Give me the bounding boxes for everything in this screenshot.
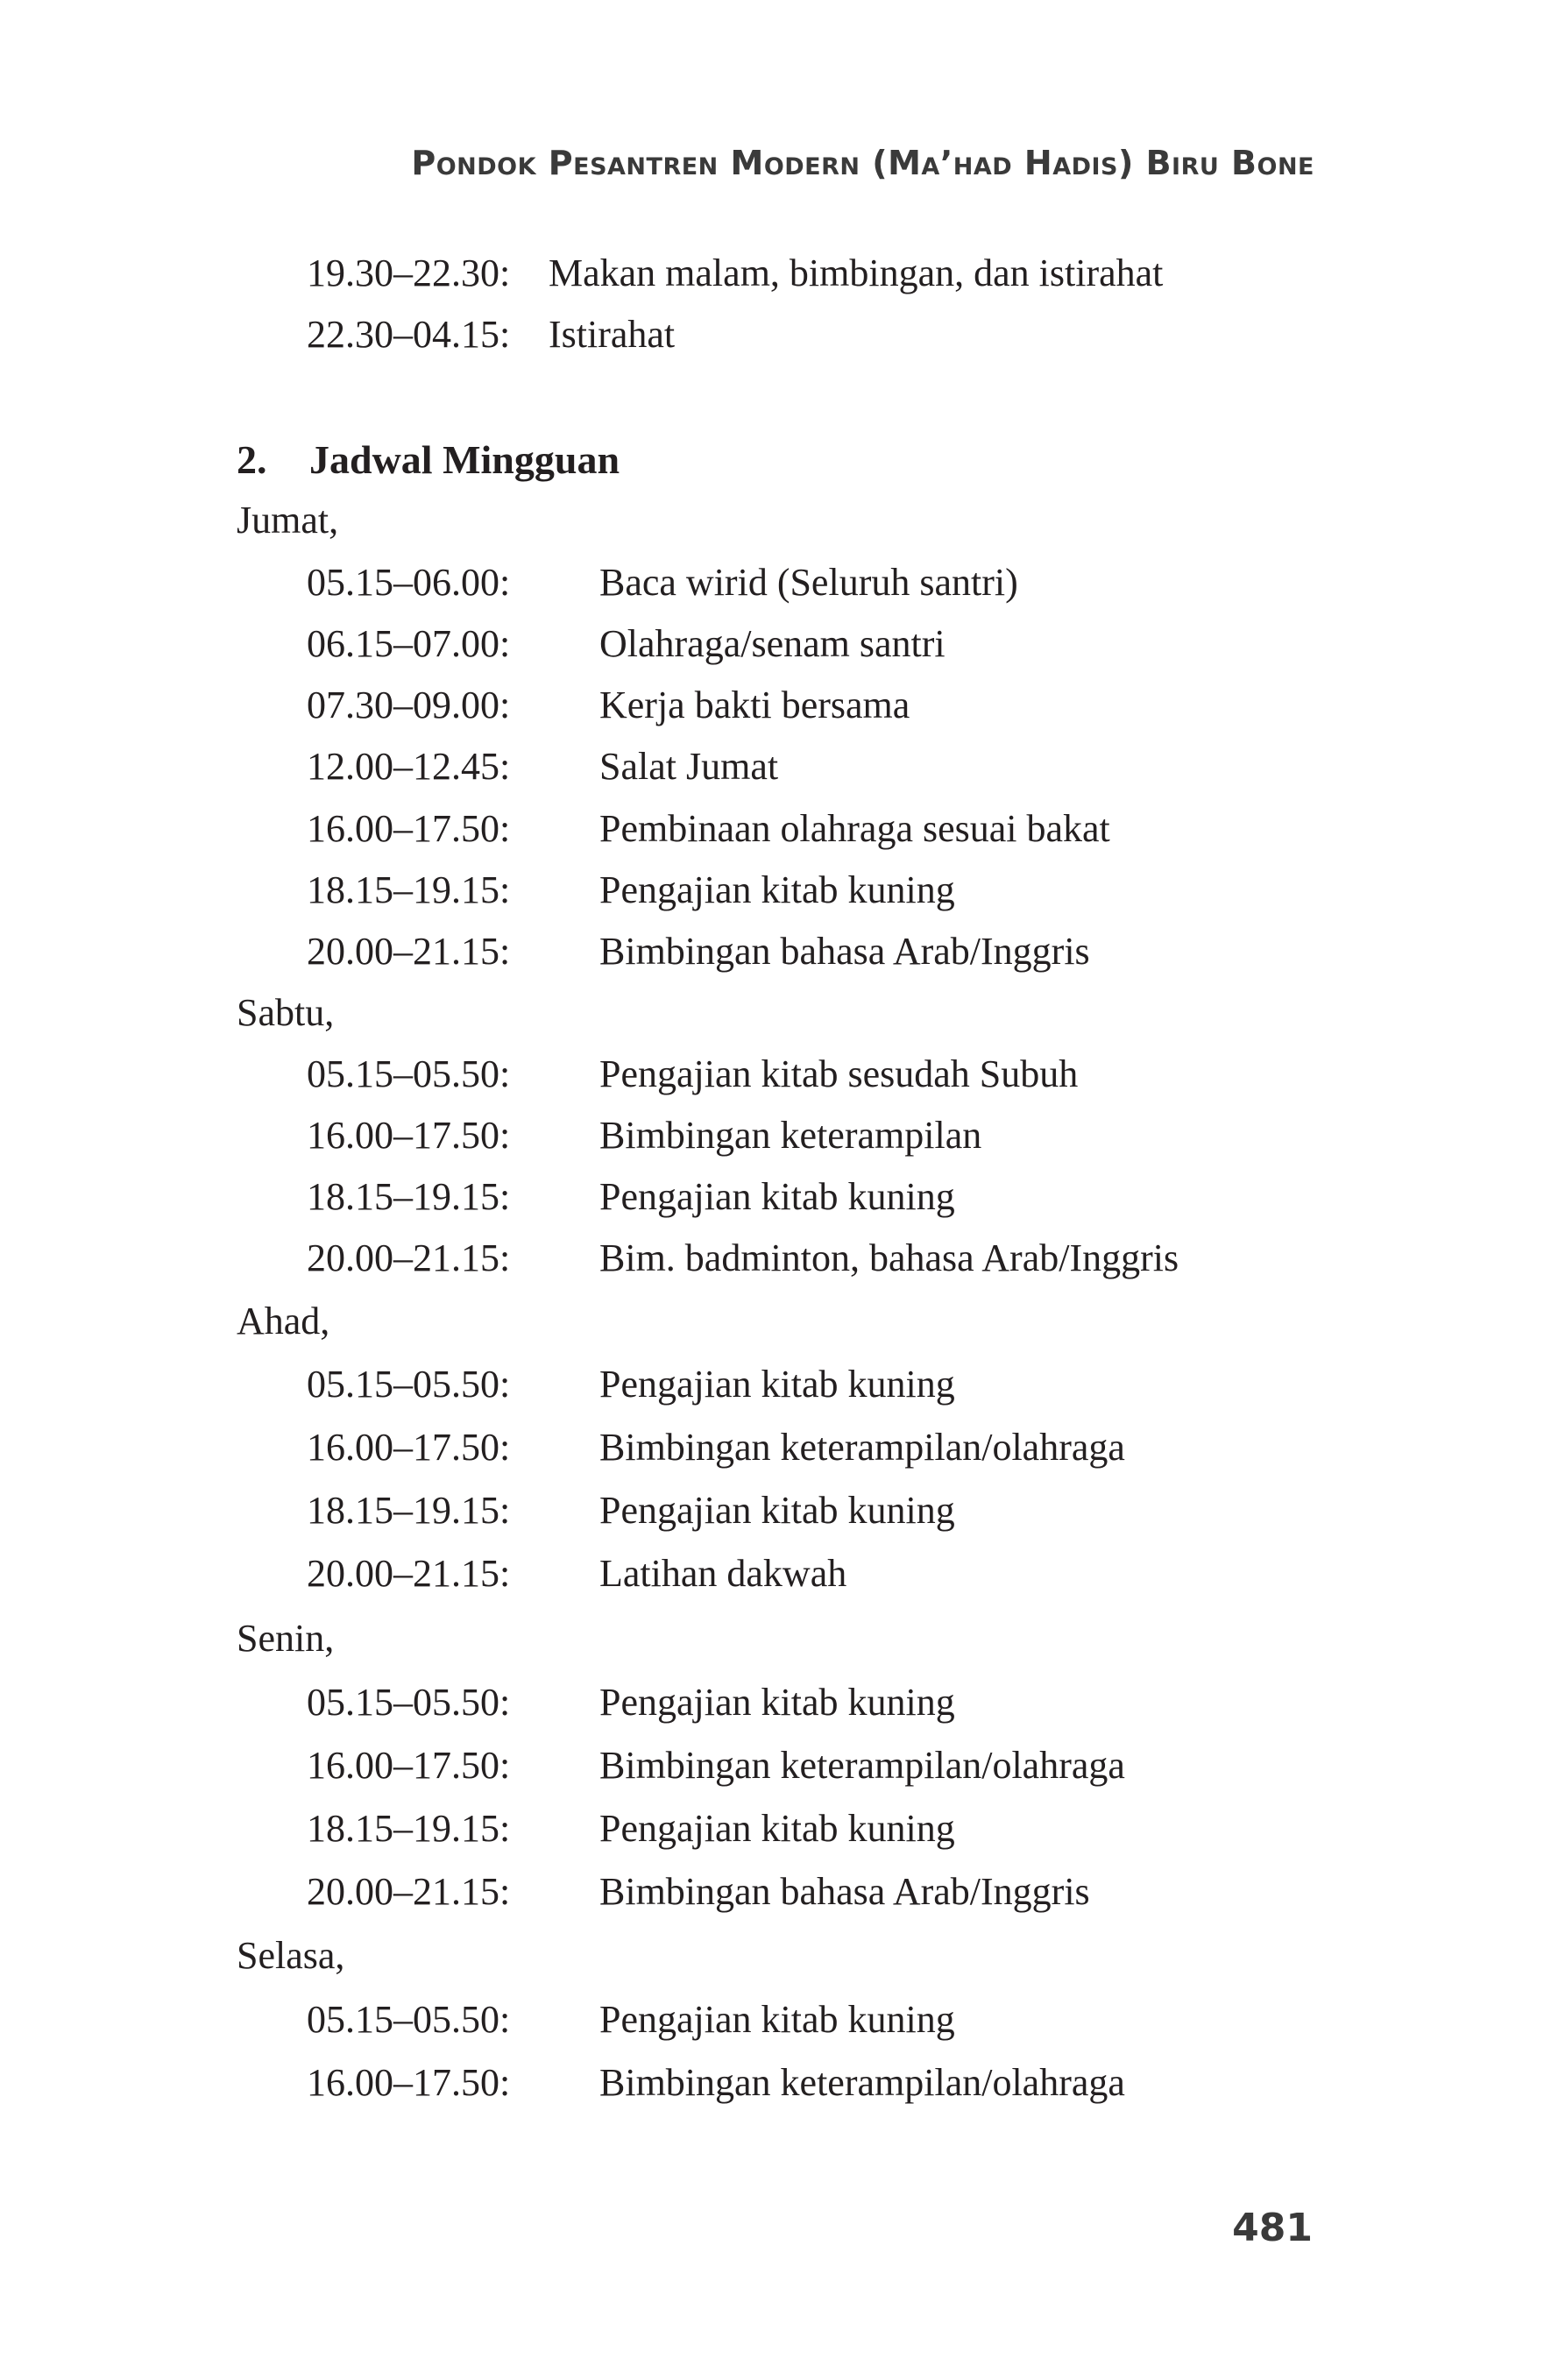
schedule-time: 07.30–09.00:: [307, 684, 511, 726]
schedule-time: 18.15–19.15:: [307, 1489, 511, 1532]
daily-time-2: 22.30–04.15:: [307, 313, 511, 356]
section-number: 2.: [237, 437, 267, 482]
schedule-activity: Bim. badminton, bahasa Arab/Inggris: [599, 1236, 1179, 1279]
schedule-activity: Pengajian kitab sesudah Subuh: [599, 1052, 1079, 1095]
schedule-time: 20.00–21.15:: [307, 1552, 511, 1595]
schedule-activity: Pembinaan olahraga sesuai bakat: [599, 807, 1110, 850]
schedule-activity: Salat Jumat: [599, 745, 779, 788]
schedule-time: 20.00–21.15:: [307, 1870, 511, 1913]
schedule-activity: Bimbingan bahasa Arab/Inggris: [599, 1870, 1090, 1913]
schedule-activity: Bimbingan keterampilan/olahraga: [599, 1426, 1125, 1469]
schedule-time: 16.00–17.50:: [307, 1744, 511, 1787]
schedule-activity: Bimbingan bahasa Arab/Inggris: [599, 930, 1090, 973]
section-title: Jadwal Mingguan: [309, 437, 620, 482]
schedule-time: 05.15–05.50:: [307, 1363, 511, 1406]
schedule-time: 20.00–21.15:: [307, 930, 511, 973]
schedule-activity: Olahraga/senam santri: [599, 622, 945, 665]
daily-time-1: 19.30–22.30:: [307, 251, 511, 294]
day-label-ahad: Ahad,: [237, 1300, 330, 1342]
schedule-time: 16.00–17.50:: [307, 1114, 511, 1157]
schedule-time: 18.15–19.15:: [307, 868, 511, 911]
day-label-sabtu: Sabtu,: [237, 991, 335, 1034]
schedule-time: 05.15–05.50:: [307, 1998, 511, 2041]
schedule-activity: Pengajian kitab kuning: [599, 1363, 955, 1406]
schedule-activity: Baca wirid (Seluruh santri): [599, 561, 1018, 604]
schedule-activity: Kerja bakti bersama: [599, 684, 910, 726]
running-head: Pondok Pesantren Modern (Ma’had Hadis) Biru Bone: [411, 144, 1314, 182]
schedule-time: 05.15–05.50:: [307, 1681, 511, 1724]
page-number: 481: [1232, 2206, 1313, 2250]
schedule-time: 06.15–07.00:: [307, 622, 511, 665]
schedule-activity: Bimbingan keterampilan/olahraga: [599, 1744, 1125, 1787]
schedule-activity: Pengajian kitab kuning: [599, 1807, 955, 1850]
schedule-time: 18.15–19.15:: [307, 1175, 511, 1218]
schedule-time: 16.00–17.50:: [307, 807, 511, 850]
daily-activity-2: Istirahat: [549, 313, 676, 356]
schedule-activity: Pengajian kitab kuning: [599, 1489, 955, 1532]
day-label-jumat: Jumat,: [237, 499, 339, 542]
schedule-time: 16.00–17.50:: [307, 1426, 511, 1469]
schedule-activity: Latihan dakwah: [599, 1552, 847, 1595]
schedule-activity: Pengajian kitab kuning: [599, 1175, 955, 1218]
day-label-selasa: Selasa,: [237, 1934, 345, 1977]
schedule-activity: Pengajian kitab kuning: [599, 868, 955, 911]
schedule-activity: Pengajian kitab kuning: [599, 1998, 955, 2041]
schedule-activity: Bimbingan keterampilan/olahraga: [599, 2061, 1125, 2104]
daily-activity-1: Makan malam, bimbingan, dan istirahat: [549, 251, 1164, 294]
schedule-time: 18.15–19.15:: [307, 1807, 511, 1850]
schedule-time: 12.00–12.45:: [307, 745, 511, 788]
section-heading: [237, 436, 620, 483]
schedule-time: 05.15–06.00:: [307, 561, 511, 604]
schedule-activity: Pengajian kitab kuning: [599, 1681, 955, 1724]
day-label-senin: Senin,: [237, 1617, 335, 1660]
schedule-activity: Bimbingan keterampilan: [599, 1114, 982, 1157]
schedule-time: 05.15–05.50:: [307, 1052, 511, 1095]
schedule-time: 20.00–21.15:: [307, 1236, 511, 1279]
schedule-time: 16.00–17.50:: [307, 2061, 511, 2104]
